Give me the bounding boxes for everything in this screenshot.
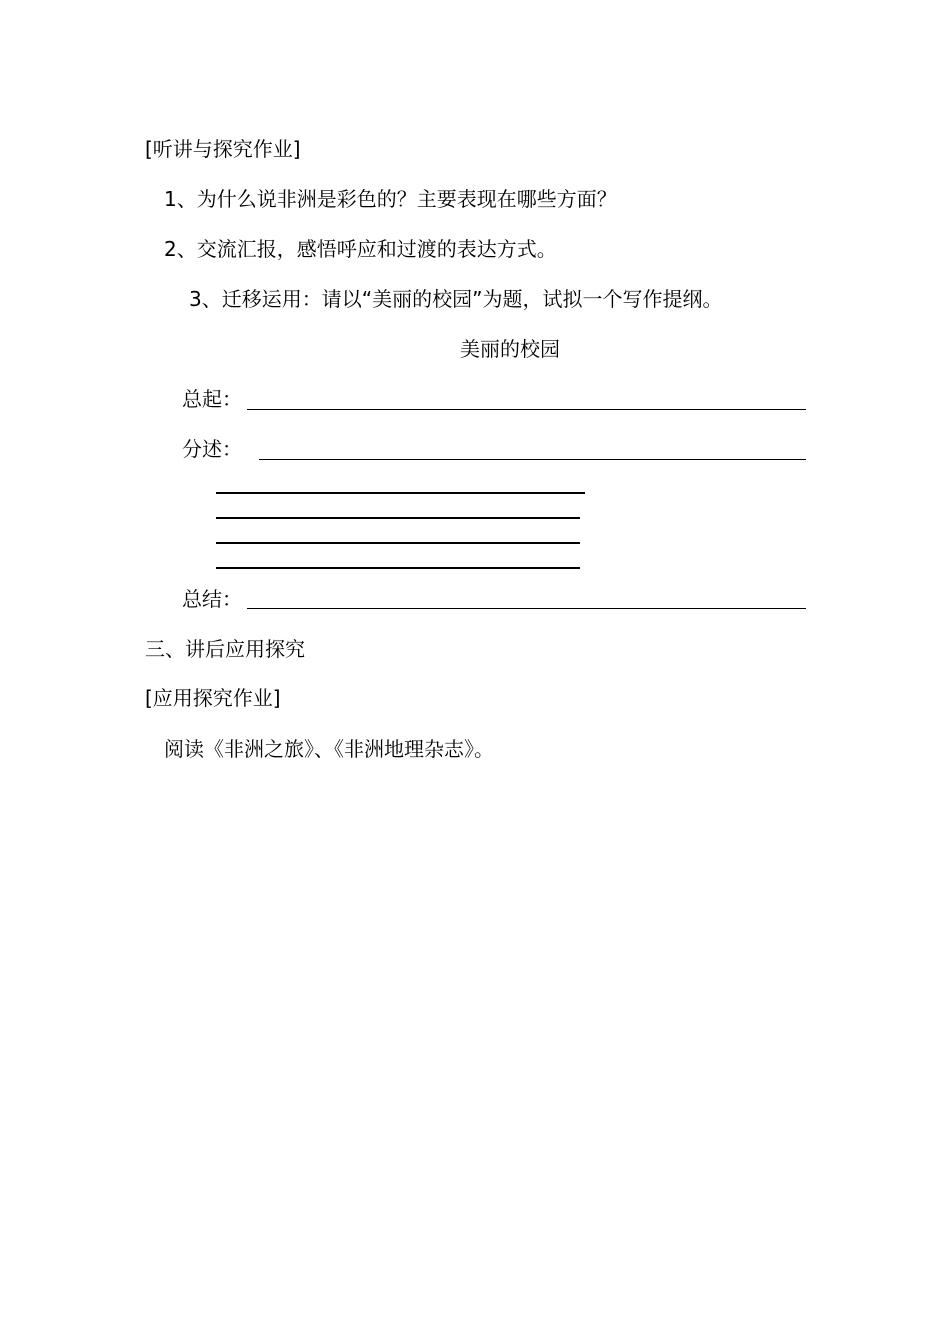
- reading-task: 阅读《非洲之旅》、《非洲地理杂志》。: [164, 737, 494, 761]
- outline-conclusion-label: 总结：: [182, 587, 242, 611]
- question-2: 2、交流汇报，感悟呼应和过渡的表达方式。: [164, 237, 557, 261]
- outline-body-blank: [259, 459, 806, 460]
- outline-body-blank-line-3: [216, 542, 580, 544]
- outline-body-label: 分述：: [182, 437, 242, 461]
- outline-conclusion-blank: [247, 608, 806, 609]
- outline-intro-label: 总起：: [182, 387, 242, 411]
- outline-intro-blank: [247, 409, 806, 410]
- outline-body-blank-line-1: [216, 492, 585, 494]
- homework-heading: [听讲与探究作业]: [145, 137, 301, 161]
- section-three-heading: 三、讲后应用探究: [145, 637, 305, 661]
- outline-body-blank-line-4: [216, 567, 580, 569]
- question-1: 1、为什么说非洲是彩色的？主要表现在哪些方面？: [164, 187, 617, 211]
- outline-body-blank-line-2: [216, 517, 580, 519]
- outline-title: 美丽的校园: [460, 337, 560, 361]
- application-heading: [应用探究作业]: [145, 686, 281, 710]
- question-3: 3、迁移运用：请以“美丽的校园”为题，试拟一个写作提纲。: [189, 287, 723, 311]
